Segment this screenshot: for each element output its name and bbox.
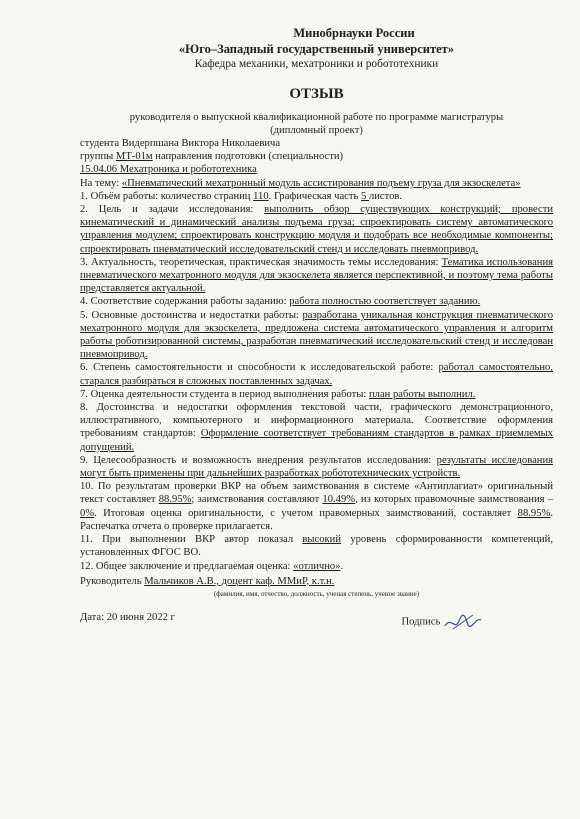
item-10-text-2: ; заимствования составляют (191, 494, 323, 506)
signature-label: Подпись (401, 616, 441, 628)
topic-label: На тему: (80, 177, 122, 189)
item-12 (80, 560, 553, 573)
item-11-text-2: уровень сформированности компетенций, установленных ФГОС ВО. (80, 534, 553, 559)
item-1 (80, 190, 553, 203)
item-1-label-2: . Графическая часть (268, 190, 361, 202)
item-10-text-3: , из которых правомочные заимствования – (355, 494, 553, 506)
group-label: группы (80, 151, 116, 163)
item-8 (80, 401, 553, 454)
supervisor-hint: (фамилия, имя, отчество, должность, ученая степень, ученое звание) (213, 589, 420, 598)
date-text: Дата: 20 июня 2022 г (80, 611, 175, 623)
item-11 (80, 533, 553, 559)
item-5-value: разработана уникальная конструкция пневматического мехатронного модуля для экзоскелета, предложена система автоматического управления и алгоритм работы роботизированной системы, разработан пневматический исследовательский стенд и исследован пневмопривод. (80, 309, 553, 361)
item-4-label: 4. Соответствие содержания работы заданию: (80, 296, 290, 308)
item-8-value: Оформление соответствует требованиям стандартов в рамках приемлемых допущений. (80, 428, 553, 453)
student-line: студента Видерпшана Виктора Николаевича (80, 138, 281, 149)
department-name: Кафедра механики, мехатроники и робототехники (194, 58, 439, 70)
item-11-label: 11. При выполнении ВКР автор показал (80, 534, 303, 546)
item-6-label: 6. Степень самостоятельности и способности к исследовательской работе: (80, 362, 439, 374)
direction-label: направления подготовки (специальности) (152, 151, 344, 163)
item-1-label-3: листов. (368, 190, 403, 202)
item-10 (80, 480, 553, 533)
item-2-label: 2. Цель и задачи исследования: (80, 204, 265, 216)
item-2 (80, 203, 553, 256)
item-9-value: результаты исследования могут быть применены при дальнейших разработках робототехнических устройств. (80, 454, 553, 480)
final-originality-value: 88.95% (517, 507, 551, 519)
grade-value: «отлично» (293, 560, 341, 572)
group-value: МТ-01м (115, 151, 153, 163)
supervisor-value: Мальчиков А.В., доцент каф. ММиР, к.т.н. (144, 575, 335, 587)
footer-row (80, 611, 553, 633)
item-10-text-5: . Распечатка отчета о проверке прилагается. (80, 507, 553, 532)
specialty-line: 15.04.06 Мехатроника и робототехника (80, 164, 257, 176)
item-7-value: план работы выполнил. (368, 388, 476, 400)
item-3-value: Тематика использования пневматического мехатронного модуля для экзоскелета является перспективной, и поэтому тема работы представляется актуальной. (80, 256, 553, 295)
item-5-label: 5. Основные достоинства и недостатки работы: (80, 309, 303, 321)
item-3 (80, 256, 553, 296)
item-2-value: выполнить обзор существующих конструкций; провести кинематический и динамический анализы подъема груза; спроектировать систему автоматического управления модулем; спроектировать конструкцию модуля и подобрать все необходимые компоненты; спроектировать пневматический исследовательский стенд и исследовать пневмопривод. (80, 204, 553, 255)
legit-borrowing-value: 0% (80, 507, 95, 519)
item-5 (80, 309, 553, 362)
item-1-sheets: 5 (360, 190, 369, 202)
item-7-label: 7. Оценка деятельности студента в период выполнения работы: (80, 388, 369, 400)
supervisor-line (80, 575, 553, 588)
item-1-label: 1. Объём работы: количество страниц (80, 190, 254, 202)
item-8-label: 8. Достоинства и недостатки оформления текстовой части, графического демонстрационного, иллюстративного, компьютерного и информационного материала. Соответствие оформления требованиям стандартов: (80, 402, 553, 440)
topic-line (80, 177, 553, 190)
item-10-text-4: . Итоговая оценка оригинальности, с учетом правомерных заимствований, составляет (94, 507, 518, 519)
ministry-name: Минобрнауки России (293, 26, 415, 40)
item-6-value: работал самостоятельно, старался разбираться в сложных поставленных задачах. (80, 362, 553, 387)
topic-value: «Пневматический мехатронный модуль ассистирования подъему груза для экзоскелета» (121, 177, 521, 189)
signature-block (401, 611, 483, 633)
document-body (80, 26, 553, 633)
item-12-text-2: . (340, 560, 344, 572)
borrowing-value: 10.49% (322, 494, 356, 506)
item-6 (80, 361, 553, 387)
originality-value: 88.95% (158, 494, 192, 506)
signature-image (443, 611, 483, 633)
supervisor-label: Руководитель (80, 575, 145, 587)
item-9-label: 9. Целесообразность и возможность внедрения результатов исследования: (80, 454, 437, 466)
item-12-label: 12. Общее заключение и предлагаемая оценка: (80, 560, 294, 572)
item-4-value: работа полностью соответствует заданию. (289, 296, 481, 308)
item-7 (80, 388, 553, 401)
university-name: «Юго–Западный государственный университет» (178, 42, 455, 56)
item-9 (80, 454, 553, 480)
item-1-pages: 110 (253, 190, 269, 202)
document-title: ОТЗЫВ (289, 86, 344, 102)
item-4 (80, 295, 553, 308)
subtitle-line-2: (дипломный проект) (270, 125, 363, 136)
subtitle-line-1: руководителя о выпускной квалификационной работе по программе магистратуры (129, 112, 504, 123)
group-line (80, 150, 553, 163)
item-10-label: 10. По результатам проверки ВКР на объем заимствования в системе «Антиплагиат» оригинальный текст составляет (80, 481, 553, 506)
competence-level: высокий (302, 534, 342, 546)
item-3-label: 3. Актуальность, теоретическая, практическая значимость темы исследования: (80, 256, 442, 268)
